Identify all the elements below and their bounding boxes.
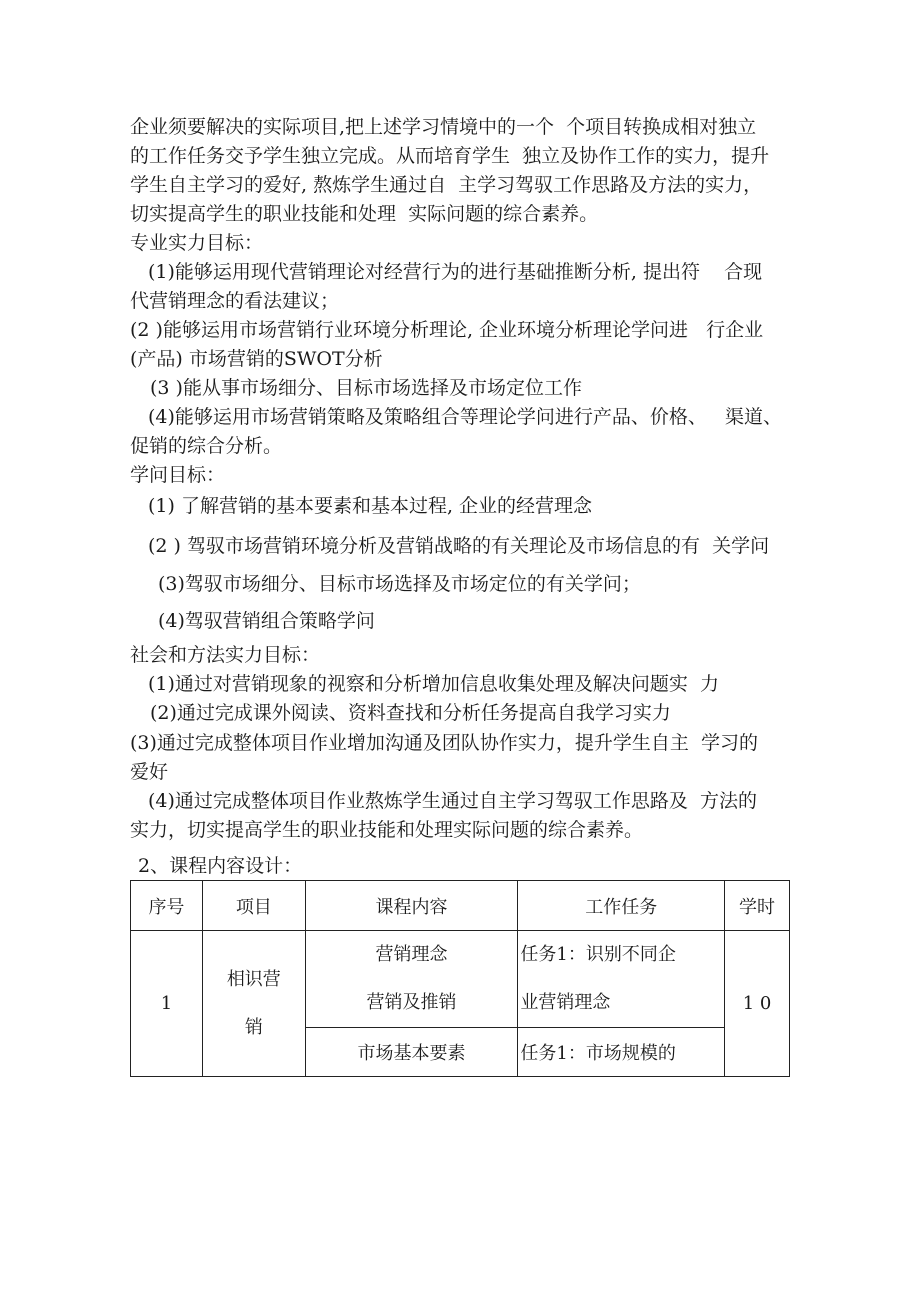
list-item: (2 ) 驾驭市场营销环境分析及营销战略的有关理论及市场信息的有 关学问 (148, 535, 770, 557)
header-hours: 学时 (725, 881, 790, 931)
list-item: (产品) 市场营销的SWOT分析 (130, 348, 383, 370)
list-item: (4)通过完成整体项目作业熬炼学生通过自主学习驾驭工作思路及 方法的 (148, 790, 757, 812)
list-item: 代营销理念的看法建议； (130, 290, 340, 312)
cell-content (305, 931, 518, 1028)
list-item: (3)驾驭市场细分、目标市场选择及市场定位的有关学问； (158, 573, 641, 595)
paragraph-line: 企业须要解决的实际项目,把上述学习情境中的一个 个项目转换成相对独立 (130, 116, 757, 138)
section-heading-course-design: 2、课程内容设计： (138, 855, 303, 877)
list-item: (2)通过完成课外阅读、资料查找和分析任务提高自我学习实力 (150, 702, 671, 724)
paragraph-line: 的工作任务交予学生独立完成。从而培育学生 独立及协作工作的实力，提升 (130, 145, 770, 167)
project-line: 销 (244, 1016, 263, 1038)
cell-task (518, 931, 725, 1028)
cell-hours: 1 0 (725, 931, 790, 1077)
cell-content: 市场基本要素 (305, 1028, 518, 1077)
section-heading-knowledge: 学问目标： (130, 464, 226, 486)
list-item: 爱好 (130, 761, 169, 783)
list-item: (4)能够运用市场营销策略及策略组合等理论学问进行产品、价格、 渠道、 (148, 406, 783, 428)
header-content: 课程内容 (305, 881, 518, 931)
cell-project (202, 931, 305, 1077)
cell-no: 1 (131, 931, 203, 1077)
list-item: (1)通过对营销现象的视察和分析增加信息收集处理及解决问题实 力 (148, 673, 719, 695)
list-item: 实力，切实提高学生的职业技能和处理实际问题的综合素养。 (130, 819, 644, 841)
list-item: (3)通过完成整体项目作业增加沟通及团队协作实力，提升学生自主 学习的 (130, 732, 758, 754)
table-row (131, 931, 790, 1028)
list-item: 促销的综合分析。 (130, 435, 283, 457)
list-item: (4)驾驭营销组合策略学问 (158, 610, 375, 632)
content-line: 营销理念 (375, 944, 448, 965)
course-content-table (130, 880, 790, 1077)
header-project: 项目 (202, 881, 305, 931)
header-task: 工作任务 (518, 881, 725, 931)
header-no: 序号 (131, 881, 203, 931)
project-line: 相识营 (226, 968, 281, 990)
list-item: (2 )能够运用市场营销行业环境分析理论, 企业环境分析理论学问进 行企业 (130, 319, 764, 341)
section-heading-social: 社会和方法实力目标： (130, 644, 321, 666)
cell-task: 任务1：市场规模的 (518, 1028, 725, 1077)
task-line: 业营销理念 (520, 992, 611, 1013)
paragraph-line: 切实提高学生的职业技能和处理 实际问题的综合素养。 (130, 203, 599, 225)
paragraph-line: 学生自主学习的爱好, 熬炼学生通过自 主学习驾驭工作思路及方法的实力， (130, 174, 763, 196)
list-item: (1) 了解营销的基本要素和基本过程, 企业的经营理念 (148, 495, 593, 517)
table-header-row (131, 881, 790, 931)
list-item: (1)能够运用现代营销理论对经营行为的进行基础推断分析, 提出符 合现 (148, 261, 763, 283)
content-line: 营销及推销 (366, 992, 457, 1013)
section-heading-professional: 专业实力目标： (130, 232, 264, 254)
task-line: 任务1：识别不同企 (520, 944, 676, 965)
list-item: (3 )能从事市场细分、目标市场选择及市场定位工作 (150, 377, 582, 399)
